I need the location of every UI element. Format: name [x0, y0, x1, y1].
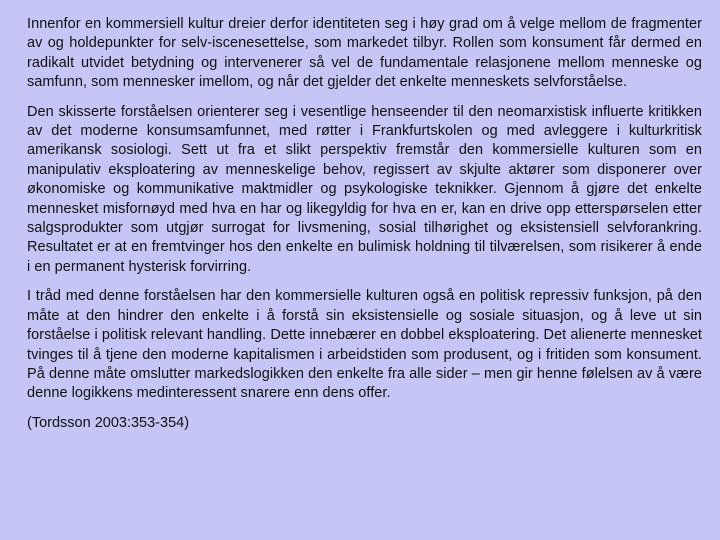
citation: (Tordsson 2003:353-354)	[27, 414, 190, 431]
paragraph-identity: Innenfor en kommersiell kultur dreier derfor identiteten seg i høy grad om å velge mellom de fragmenter av og holdepunkter for selv-iscenesettelse, som markedet tilbyr. Rollen som konsument får dermed en radikalt utvidet betydning og intervenerer så vel de fundamentale relasjonene mellom menneske og samfunn, som mennesker imellom, og når det gjelder det enkelte menneskets selvforståelse.	[27, 16, 702, 91]
paragraph-critique: Den skisserte forståelsen orienterer seg i vesentlige henseender til den neomarxistisk influerte kritikken av det moderne konsumsamfunnet, med røtter i Frankfurtskolen og med avleggere i kulturkritisk amerikansk sosiologi. Sett ut fra et slikt perspektiv fremstår den kommersielle kulturen som en manipulativ eksploatering av menneskelige behov, regissert av skjulte aktører som disponerer over økonomiske og kommunikative maktmidler og psykologiske teknikker. Gjennom å gjøre det enkelte mennesket misfornøyd med hva en har og likegyldig for hva en er, kan en drive opp etterspørselen etter salgsprodukter som utgjør surrogat for livsmening, sosial tilhørighet og eksistensiell selvforankring. Resultatet er at en fremtvinger hos den enkelte en bulimisk holdning til tilværelsen, som risikerer å ende i en permanent hysterisk forvirring.	[27, 103, 702, 275]
paragraph-repression: I tråd med denne forståelsen har den kommersielle kulturen også en politisk repressiv funksjon, på den måte at den hindrer den enkelte i å forstå sin eksistensielle og sosiale situasjon, og å leve ut sin forståelse i politisk relevant handling. Dette innebærer en dobbel eksploatering. Det alienerte mennesket tvinges til å tjene den moderne kapitalismen i arbeidstiden som produsent, og i fritiden som konsument. På denne måte omslutter markedslogikken den enkelte fra alle sider – men gir henne følelsen av å være denne logikkens medinteressent snarere enn dens offer.	[27, 288, 702, 402]
